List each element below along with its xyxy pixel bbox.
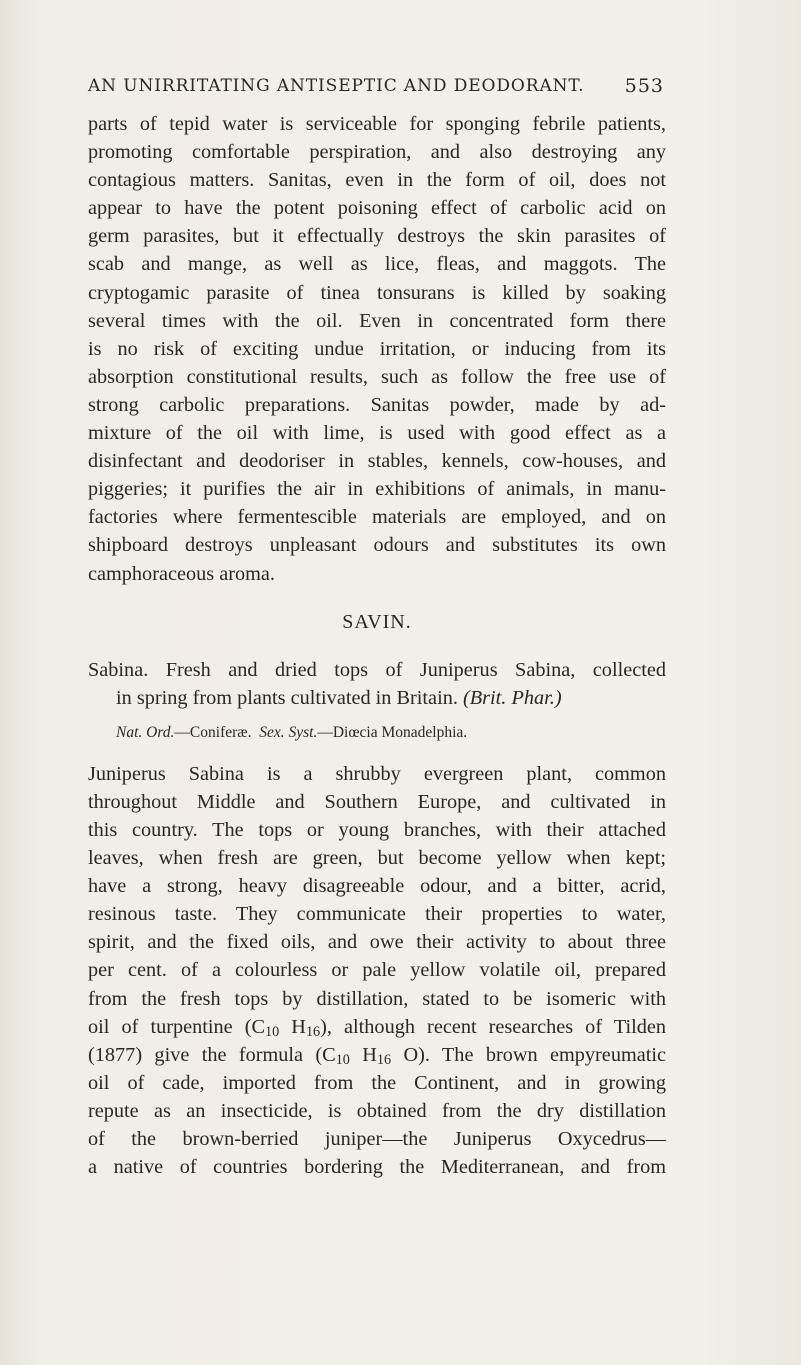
formula-line [88, 1013, 666, 1041]
text-segment: O). The brown empyreumatic [391, 1043, 667, 1066]
nat-ord-value: —Coniferæ. [174, 723, 252, 741]
paragraph-savin [88, 760, 666, 1181]
text-line: spirit, and the fixed oils, and owe their activity to about three [88, 931, 666, 954]
text-line: germ parasites, but it effectually destroys the skin parasites of [88, 225, 666, 248]
text-line: disinfectant and deodoriser in stables, kennels, cow-houses, and [88, 450, 666, 473]
text-segment: H [349, 1043, 377, 1066]
subscript: 16 [376, 1051, 392, 1068]
text-line: camphoraceous aroma. [88, 562, 275, 585]
sex-syst-label: Sex. Syst. [259, 723, 318, 741]
subscript: 10 [335, 1051, 350, 1068]
classification [88, 720, 666, 746]
text-line: a native of countries bordering the Mediterranean, and from [88, 1156, 666, 1179]
page-number: 553 [624, 75, 664, 97]
text-line: have a strong, heavy disagreeable odour, and a bitter, acrid, [88, 875, 666, 898]
text-line: piggeries; it purifies the air in exhibitions of animals, in manu- [88, 478, 666, 501]
text-line: several times with the oil. Even in concentrated form there [88, 309, 666, 332]
text-line: per cent. of a colourless or pale yellow volatile oil, prepared [88, 959, 666, 982]
running-head [88, 76, 664, 96]
text-line: mixture of the oil with lime, is used with good effect as a [88, 422, 666, 445]
text-line: Juniperus Sabina is a shrubby evergreen plant, common [88, 762, 666, 785]
text-line: this country. The tops or young branches, with their attached [88, 818, 666, 841]
nat-ord-label: Nat. Ord. [116, 723, 175, 741]
text-segment: H [279, 1015, 306, 1038]
definition [88, 656, 666, 712]
text-line: cryptogamic parasite of tinea tonsurans is killed by soaking [88, 281, 666, 304]
running-head-title: AN UNIRRITATING ANTISEPTIC AND DEODORANT. [88, 76, 585, 96]
text-line: from the fresh tops by distillation, stated to be isomeric with [88, 987, 666, 1010]
definition-line: Sabina. Fresh and dried tops of Juniperus Sabina, collected [88, 658, 666, 681]
text-line: is no risk of exciting undue irritation, or inducing from its [88, 337, 666, 360]
section-heading: SAVIN. [342, 610, 412, 633]
text-segment: (1877) give the formula (C [88, 1043, 336, 1066]
sex-syst-value: —Diœcia Monadelphia. [317, 723, 468, 741]
text-line: leaves, when fresh are green, but become yellow when kept; [88, 847, 666, 870]
text-line: absorption constitutional results, such as follow the free use of [88, 365, 666, 388]
pharmacopoeia-reference: (Brit. Phar.) [463, 686, 562, 709]
text-line: shipboard destroys unpleasant odours and substitutes its own [88, 534, 666, 557]
text-line: parts of tepid water is serviceable for sponging febrile patients, [88, 113, 666, 135]
text-line: factories where fermentescible materials are employed, and on [88, 506, 666, 529]
text-line: promoting comfortable perspiration, and also destroying any [88, 141, 666, 164]
text-line: oil of cade, imported from the Continent, and in growing [88, 1071, 666, 1094]
subscript: 10 [265, 1023, 280, 1040]
definition-text: in spring from plants cultivated in Britain. [116, 686, 458, 709]
text-line: appear to have the potent poisoning effect of carbolic acid on [88, 197, 666, 220]
text-segment: ), although recent researches of Tilden [320, 1015, 666, 1038]
paragraph-antiseptic [88, 110, 666, 588]
text-line: strong carbolic preparations. Sanitas powder, made by ad- [88, 393, 666, 416]
text-line: throughout Middle and Southern Europe, and cultivated in [88, 790, 666, 813]
body-text [88, 110, 666, 1181]
text-line: scab and mange, as well as lice, fleas, and maggots. The [88, 253, 666, 276]
text-line: resinous taste. They communicate their properties to water, [88, 903, 666, 926]
text-line: contagious matters. Sanitas, even in the form of oil, does not [88, 169, 666, 192]
subscript: 16 [305, 1023, 321, 1040]
text-line: of the brown-berried juniper—the Juniperus Oxycedrus— [88, 1128, 666, 1150]
definition-line [88, 684, 666, 712]
formula-line [88, 1041, 666, 1069]
text-line: repute as an insecticide, is obtained from the dry distillation [88, 1099, 666, 1122]
text-segment: oil of turpentine (C [88, 1015, 266, 1038]
